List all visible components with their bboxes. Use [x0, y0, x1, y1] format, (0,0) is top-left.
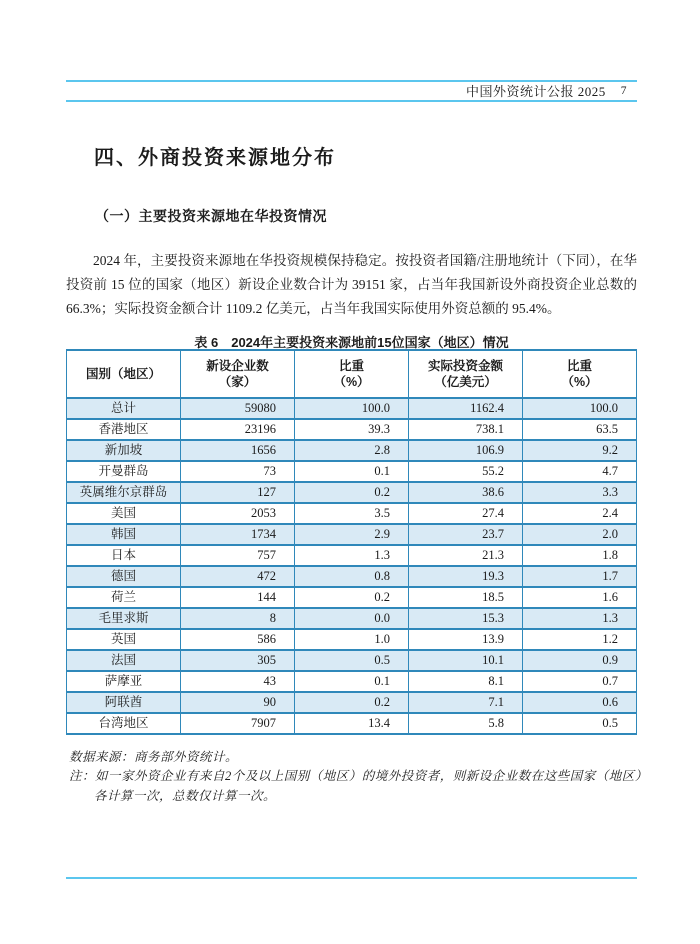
region-cell: 荷兰 [67, 587, 181, 608]
table-row [67, 398, 637, 419]
value-cell: 0.1 [295, 671, 409, 692]
value-cell: 38.6 [409, 482, 523, 503]
region-cell: 法国 [67, 650, 181, 671]
value-cell: 127 [181, 482, 295, 503]
value-cell: 0.2 [295, 692, 409, 713]
column-header: 新设企业数 （家） [181, 350, 295, 398]
value-cell: 0.2 [295, 587, 409, 608]
value-cell: 0.1 [295, 461, 409, 482]
value-cell: 0.5 [295, 650, 409, 671]
running-head [66, 82, 637, 99]
column-header: 国别（地区） [67, 350, 181, 398]
data-table-wrapper [66, 349, 637, 735]
value-cell: 1656 [181, 440, 295, 461]
table-row [67, 545, 637, 566]
publication-title: 中国外资统计公报 2025 [465, 84, 606, 99]
value-cell: 100.0 [523, 398, 637, 419]
value-cell: 106.9 [409, 440, 523, 461]
value-cell: 13.4 [295, 713, 409, 734]
region-cell: 萨摩亚 [67, 671, 181, 692]
value-cell: 8 [181, 608, 295, 629]
value-cell: 1734 [181, 524, 295, 545]
value-cell: 59080 [181, 398, 295, 419]
value-cell: 13.9 [409, 629, 523, 650]
value-cell: 90 [181, 692, 295, 713]
region-cell: 英国 [67, 629, 181, 650]
subsection-title: （一）主要投资来源地在华投资情况 [95, 208, 327, 224]
table-row [67, 524, 637, 545]
footer-rule [66, 877, 637, 879]
header-rule-bottom [66, 100, 637, 102]
table-row [67, 587, 637, 608]
column-header: 实际投资金额 （亿美元） [409, 350, 523, 398]
value-cell: 23196 [181, 419, 295, 440]
value-cell: 23.7 [409, 524, 523, 545]
value-cell: 0.9 [523, 650, 637, 671]
value-cell: 2.8 [295, 440, 409, 461]
region-cell: 日本 [67, 545, 181, 566]
section-title: 四、外商投资来源地分布 [94, 147, 336, 169]
region-cell: 台湾地区 [67, 713, 181, 734]
value-cell: 7.1 [409, 692, 523, 713]
table-row [67, 713, 637, 734]
table-row [67, 608, 637, 629]
region-cell: 开曼群岛 [67, 461, 181, 482]
data-table [66, 349, 637, 735]
column-header: 比重 （%） [523, 350, 637, 398]
value-cell: 0.0 [295, 608, 409, 629]
value-cell: 39.3 [295, 419, 409, 440]
value-cell: 10.1 [409, 650, 523, 671]
table-row [67, 482, 637, 503]
value-cell: 7907 [181, 713, 295, 734]
value-cell: 144 [181, 587, 295, 608]
value-cell: 1.8 [523, 545, 637, 566]
value-cell: 15.3 [409, 608, 523, 629]
value-cell: 2.0 [523, 524, 637, 545]
value-cell: 0.8 [295, 566, 409, 587]
table-row [67, 566, 637, 587]
table-caption: 表 6 2024年主要投资来源地前15位国家（地区）情况 [194, 335, 509, 350]
value-cell: 63.5 [523, 419, 637, 440]
value-cell: 2053 [181, 503, 295, 524]
value-cell: 21.3 [409, 545, 523, 566]
value-cell: 43 [181, 671, 295, 692]
value-cell: 73 [181, 461, 295, 482]
value-cell: 55.2 [409, 461, 523, 482]
value-cell: 2.9 [295, 524, 409, 545]
value-cell: 1162.4 [409, 398, 523, 419]
table-row [67, 650, 637, 671]
table-row [67, 692, 637, 713]
table-header-row [67, 350, 637, 398]
value-cell: 305 [181, 650, 295, 671]
region-cell: 总计 [67, 398, 181, 419]
table-row [67, 503, 637, 524]
column-header: 比重 （%） [295, 350, 409, 398]
value-cell: 738.1 [409, 419, 523, 440]
table-row [67, 461, 637, 482]
value-cell: 3.5 [295, 503, 409, 524]
body-paragraph: 2024 年，主要投资来源地在华投资规模保持稳定。按投资者国籍/注册地统计（下同），在华投资前 15 位的国家（地区）新设企业数合计为 39151 家，占当年我国新设外商投资企业总数的 66.3%；实际投资金额合计 1109.2 亿美元，占当年我国实际使用外资总额的 95.4%。 [66, 253, 637, 316]
table-body [67, 398, 637, 734]
value-cell: 1.2 [523, 629, 637, 650]
value-cell: 0.7 [523, 671, 637, 692]
value-cell: 19.3 [409, 566, 523, 587]
source-note: 数据来源：商务部外资统计。 [69, 750, 239, 764]
value-cell: 1.0 [295, 629, 409, 650]
value-cell: 27.4 [409, 503, 523, 524]
region-cell: 香港地区 [67, 419, 181, 440]
footnote-line-1: 注：如一家外资企业有来自2个及以上国别（地区）的境外投资者，则新设企业数在这些国家（地区） [69, 769, 648, 783]
value-cell: 4.7 [523, 461, 637, 482]
region-cell: 毛里求斯 [67, 608, 181, 629]
value-cell: 472 [181, 566, 295, 587]
value-cell: 5.8 [409, 713, 523, 734]
region-cell: 英属维尔京群岛 [67, 482, 181, 503]
footnote-line-2: 各计算一次，总数仅计算一次。 [94, 789, 277, 803]
value-cell: 9.2 [523, 440, 637, 461]
value-cell: 757 [181, 545, 295, 566]
page-number: 7 [620, 84, 627, 97]
value-cell: 586 [181, 629, 295, 650]
region-cell: 美国 [67, 503, 181, 524]
value-cell: 1.7 [523, 566, 637, 587]
table-row [67, 629, 637, 650]
region-cell: 韩国 [67, 524, 181, 545]
region-cell: 阿联酋 [67, 692, 181, 713]
value-cell: 100.0 [295, 398, 409, 419]
value-cell: 2.4 [523, 503, 637, 524]
region-cell: 德国 [67, 566, 181, 587]
table-row [67, 671, 637, 692]
table-row [67, 440, 637, 461]
table-row [67, 419, 637, 440]
value-cell: 3.3 [523, 482, 637, 503]
value-cell: 1.3 [523, 608, 637, 629]
region-cell: 新加坡 [67, 440, 181, 461]
value-cell: 18.5 [409, 587, 523, 608]
value-cell: 1.3 [295, 545, 409, 566]
value-cell: 8.1 [409, 671, 523, 692]
value-cell: 0.2 [295, 482, 409, 503]
value-cell: 1.6 [523, 587, 637, 608]
value-cell: 0.5 [523, 713, 637, 734]
value-cell: 0.6 [523, 692, 637, 713]
